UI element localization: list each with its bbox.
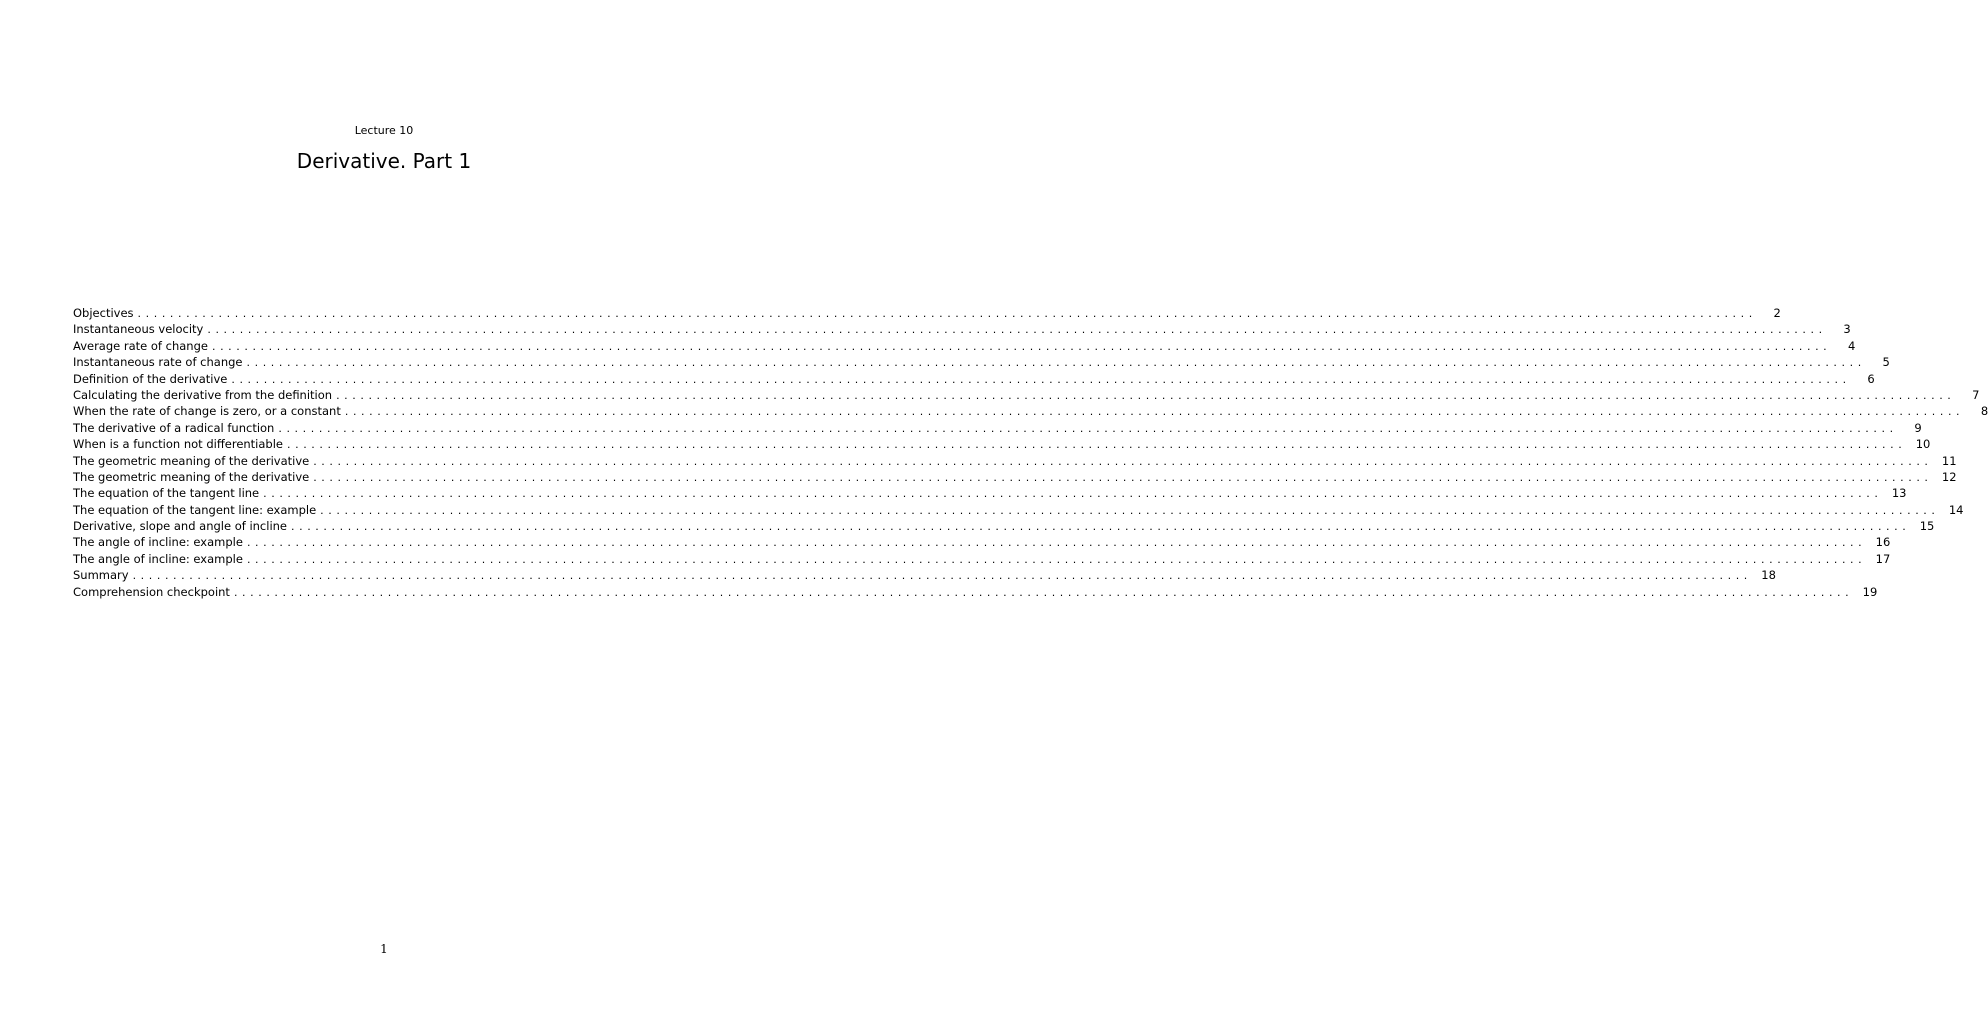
- toc-dot-leader: ........................................................................................................................................................................................................: [231, 372, 1851, 386]
- toc-entry-label: The equation of the tangent line: [73, 486, 260, 501]
- toc-entry-page-number: 13: [1891, 486, 1907, 501]
- toc-dot-leader: ........................................................................................................................................................................................................: [211, 339, 1832, 353]
- toc-entry-label: Objectives: [73, 306, 134, 320]
- page-number: 1: [380, 942, 388, 956]
- toc-entry-label: The angle of incline: example: [73, 551, 243, 566]
- toc-entry-label: Definition of the derivative: [73, 371, 228, 386]
- toc-dot-leader: ........................................................................................................................................................................................................: [313, 454, 1933, 468]
- toc-entry-page-number: 18: [1761, 568, 1776, 583]
- toc-entry-label: When the rate of change is zero, or a constant: [73, 404, 341, 419]
- toc-entry-page-number: 6: [1867, 371, 1875, 386]
- toc-entry[interactable]: [73, 584, 1878, 600]
- toc-dot-leader: ........................................................................................................................................................................................................: [246, 536, 1867, 550]
- toc-dot-leader: ........................................................................................................................................................................................................: [336, 388, 1956, 402]
- table-of-contents: [73, 305, 1988, 600]
- toc-entry-page-number: 15: [1919, 519, 1935, 534]
- toc-entry-page-number: 3: [1843, 322, 1851, 337]
- toc-entry-page-number: 14: [1948, 502, 1964, 517]
- toc-entry-label: Summary: [73, 568, 129, 583]
- toc-entry-page-number: 12: [1941, 469, 1957, 484]
- toc-entry-page-number: 17: [1875, 551, 1891, 566]
- toc-entry-page-number: 10: [1915, 437, 1931, 452]
- toc-dot-leader: ........................................................................................................................................................................................................: [287, 438, 1907, 452]
- toc-entry-page-number: 11: [1941, 453, 1957, 468]
- toc-dot-leader: ........................................................................................................................................................................................................: [320, 503, 1940, 517]
- document-title: Derivative. Part 1: [296, 149, 472, 173]
- toc-entry[interactable]: [73, 305, 1781, 321]
- toc-entry[interactable]: [73, 403, 1988, 419]
- toc-entry-label: When is a function not differentiable: [73, 437, 283, 452]
- toc-entry[interactable]: [73, 387, 1980, 403]
- toc-dot-leader: ........................................................................................................................................................................................................: [207, 323, 1827, 337]
- toc-entry-label: The equation of the tangent line: example: [73, 502, 317, 517]
- toc-entry-label: The geometric meaning of the derivative: [73, 453, 310, 468]
- toc-entry-page-number: 16: [1875, 535, 1891, 550]
- toc-entry-label: Derivative, slope and angle of incline: [73, 519, 288, 534]
- toc-dot-leader: ........................................................................................................................................................................................................: [344, 405, 1965, 419]
- toc-entry[interactable]: [73, 354, 1890, 370]
- toc-entry-label: Instantaneous velocity: [73, 322, 204, 337]
- toc-entry[interactable]: [73, 420, 1922, 436]
- toc-entry-label: Calculating the derivative from the definition: [73, 387, 333, 402]
- toc-entry-label: Instantaneous rate of change: [73, 355, 243, 370]
- toc-entry[interactable]: [73, 502, 1964, 518]
- toc-entry[interactable]: [73, 567, 1776, 583]
- toc-dot-leader: ........................................................................................................................................................................................................: [263, 487, 1883, 501]
- toc-entry[interactable]: [73, 534, 1891, 550]
- toc-dot-leader: ........................................................................................................................................................................................................: [278, 421, 1898, 435]
- toc-entry[interactable]: [73, 485, 1907, 501]
- toc-dot-leader: ........................................................................................................................................................................................................: [132, 569, 1752, 583]
- toc-dot-leader: ........................................................................................................................................................................................................: [137, 307, 1757, 320]
- toc-entry-page-number: 9: [1914, 420, 1922, 435]
- toc-entry[interactable]: [73, 436, 1931, 452]
- toc-entry[interactable]: [73, 338, 1856, 354]
- toc-entry[interactable]: [73, 321, 1851, 337]
- toc-entry[interactable]: [73, 371, 1875, 387]
- toc-entry-page-number: 5: [1882, 355, 1890, 370]
- toc-entry[interactable]: [73, 551, 1891, 567]
- toc-entry-label: The geometric meaning of the derivative: [73, 469, 310, 484]
- toc-entry-label: Comprehension checkpoint: [73, 584, 230, 599]
- toc-entry-label: The derivative of a radical function: [73, 420, 275, 435]
- toc-entry-page-number: 8: [1980, 404, 1988, 419]
- toc-dot-leader: ........................................................................................................................................................................................................: [233, 585, 1854, 599]
- toc-entry[interactable]: [73, 469, 1957, 485]
- lecture-label: Lecture 10: [354, 124, 414, 137]
- toc-entry-page-number: 19: [1862, 584, 1878, 599]
- toc-entry[interactable]: [73, 518, 1935, 534]
- toc-entry-page-number: 2: [1773, 306, 1781, 320]
- toc-entry-label: Average rate of change: [73, 338, 208, 353]
- toc-dot-leader: ........................................................................................................................................................................................................: [246, 356, 1866, 370]
- toc-dot-leader: ........................................................................................................................................................................................................: [246, 552, 1867, 566]
- toc-entry-page-number: 4: [1847, 338, 1856, 353]
- toc-dot-leader: ........................................................................................................................................................................................................: [313, 470, 1933, 484]
- toc-dot-leader: ........................................................................................................................................................................................................: [291, 520, 1911, 534]
- toc-entry-label: The angle of incline: example: [73, 535, 243, 550]
- toc-entry-page-number: 7: [1972, 387, 1980, 402]
- toc-entry[interactable]: [73, 453, 1957, 469]
